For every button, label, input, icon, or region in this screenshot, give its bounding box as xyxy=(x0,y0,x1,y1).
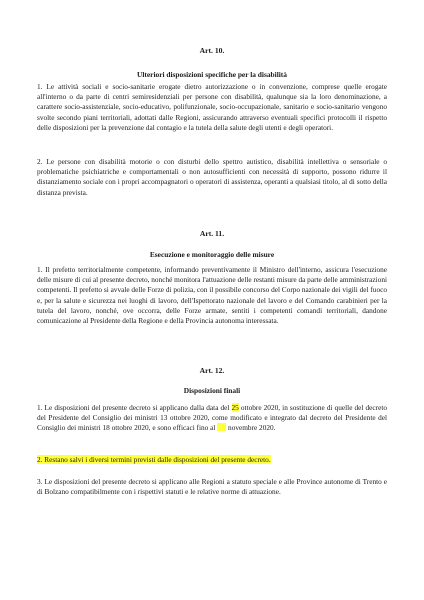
highlighted-start-day: 25 xyxy=(231,403,239,412)
highlighted-paragraph-2: 2. Restano salvi i diversi termini previsti dalle disposizioni del presente decreto. xyxy=(37,455,271,464)
article-11-paragraph-1: 1. Il prefetto territorialmente competente, informando preventivamente il Ministro dell'interno, assicura l'esecuzione delle misure di cui al presente decreto, nonché monitora l'attuazione delle restanti misure da parte delle amministrazioni competenti. Il prefetto si avvale delle Forze di polizia, con il possibile concorso del Corpo nazionale dei vigili del fuoco e, per la salute e sicurezza nei luoghi di lavoro, dell'Ispettorato nazionale del lavoro e del Comando carabinieri per la tutela del lavoro, nonché, ove occorra, delle Forze armate, sentiti i competenti comandi territoriali, dandone comunicazione al Presidente della Regione e della Provincia autonoma interessata. xyxy=(37,265,388,326)
article-12-paragraph-2 xyxy=(37,455,387,465)
article-11-title: Art. 11. xyxy=(199,229,225,238)
article-10-paragraph-1: 1. Le attività sociali e socio-sanitarie erogate dietro autorizzazione o in convenzione, comprese quelle erogate all'interno o da parte di centri semiresidenziali per persone con disabilità, qualunque sia la loro denominazione, a carattere socio-assistenziale, socio-educativo, polifunzionale, socio-occupazionale, sanitario e socio-sanitario vengono svolte secondo piani territoriali, adottati dalle Regioni, assicurando attraverso eventuali specifici protocolli il rispetto delle disposizioni per la prevenzione dal contagio e la tutela della salute degli utenti e degli operatori. xyxy=(37,82,387,132)
article-12-paragraph-3: 3. Le disposizioni del presente decreto si applicano alle Regioni a statuto speciale e alle Province autonome di Trento e di Bolzano compatibilmente con i rispettivi statuti e le relative norme di attuazione. xyxy=(37,477,387,497)
article-10-paragraph-2: 2. Le persone con disabilità motorie o con disturbi dello spettro autistico, disabilità intellettiva o sensoriale o problematiche psichiatriche e comportamentali o non autosufficienti con necessità di supporto, possono ridurre il distanziamento sociale con i propri accompagnatori o operatori di assistenza, operanti a qualsiasi titolo, al di sotto della distanza prevista. xyxy=(37,157,387,197)
highlighted-end-day-placeholder xyxy=(217,423,226,431)
article-10-title: Art. 10. xyxy=(199,46,225,55)
article-12-p1-end: novembre 2020. xyxy=(226,423,276,433)
article-10-subtitle: Ulteriori disposizioni specifiche per la disabilità xyxy=(137,70,287,79)
article-12-p1-start: 1. Le disposizioni del presente decreto si applicano dalla data del xyxy=(37,403,232,412)
article-12-paragraph-1 xyxy=(37,403,387,434)
article-12-subtitle: Disposizioni finali xyxy=(183,386,241,395)
article-12-title: Art. 12. xyxy=(199,366,225,375)
article-11-subtitle: Esecuzione e monitoraggio delle misure xyxy=(149,250,275,259)
article-12-p1-middle: ottobre 2020, in sostituzione di quelle del decreto del Presidente del Consiglio dei ministri 13 ottobre 2020, come modificato e integrato dal decreto del Presidente del Consiglio dei ministri 18 ottobre 2020, e sono efficaci fino al xyxy=(37,403,387,433)
